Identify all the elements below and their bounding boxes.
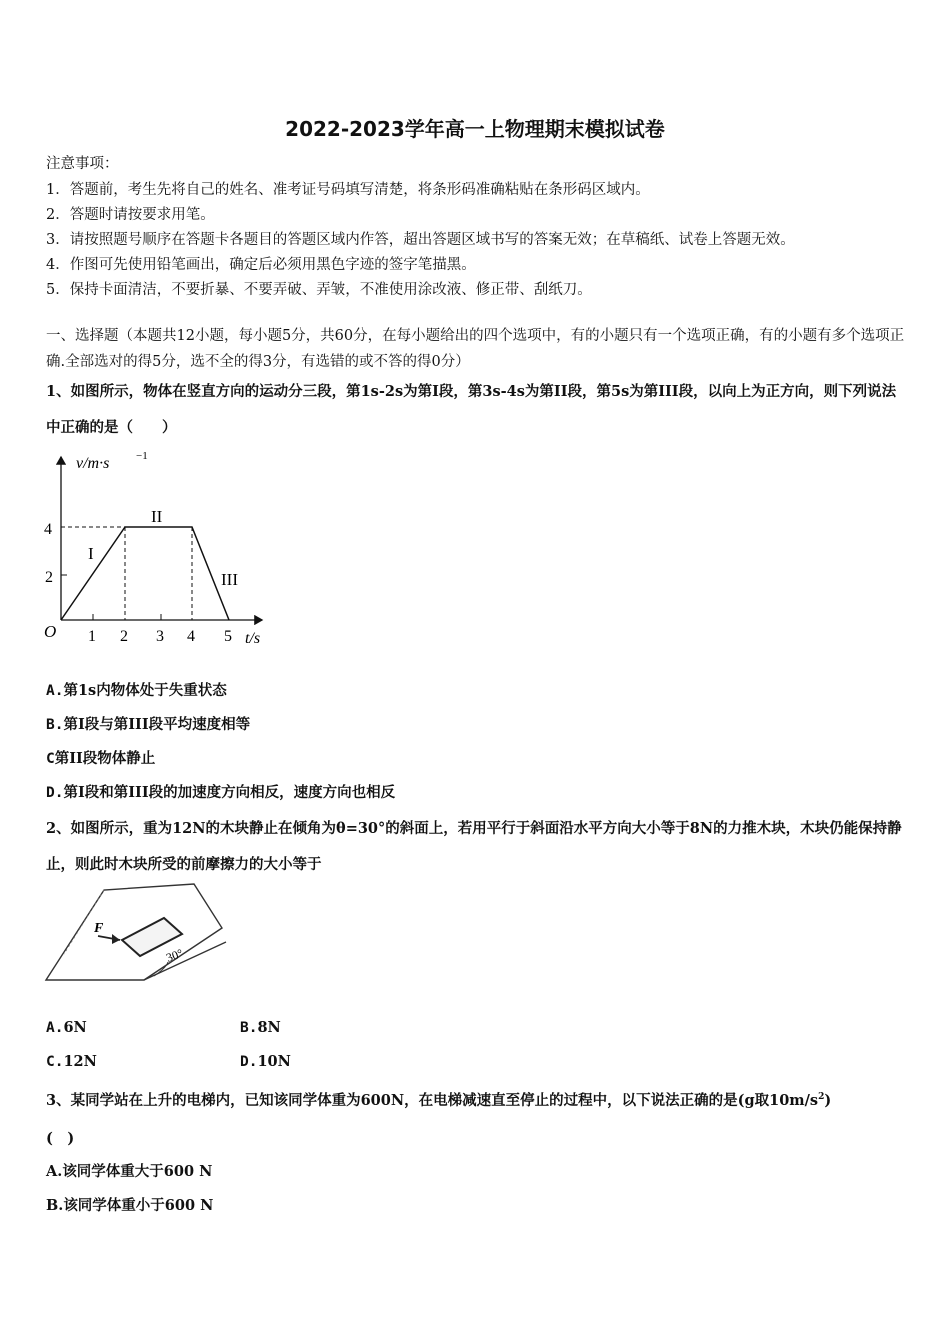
question-3-stem: 3、某同学站在上升的电梯内，已知该同学体重为600N，在电梯减速直至停止的过程中，以下说法正确的是(g取$10m/s^2$) <box>46 1092 832 1109</box>
q2-option-a: A.6N <box>46 1019 87 1036</box>
q2-option-b: B.8N <box>240 1019 281 1036</box>
graph-ylabel-exp: −1 <box>136 450 148 462</box>
incline-plane <box>46 884 222 980</box>
segment-label-II: II <box>151 507 163 526</box>
graph-xtick-4: 4 <box>187 628 195 645</box>
note-item-2: 2．答题时请按要求用笔。 <box>46 207 215 223</box>
section-header: 一、选择题（本题共12小题，每小题5分，共60分，在每小题给出的四个选项中，有的小题只有一个选项正确，有的小题有多个选项正确.全部选对的得5分，选不全的得3分，有选错的或不答的得0分） <box>46 328 905 370</box>
q2-option-c: C.12N <box>46 1053 97 1070</box>
notes-heading: 注意事项： <box>46 156 119 172</box>
segment-label-III: III <box>221 570 238 589</box>
question-2-stem: 2、如图所示，重为12N的木块静止在倾角为θ=30°的斜面上，若用平行于斜面沿水平方向大小等于8N的力推木块，木块仍能保持静止，则此时木块所受的前摩擦力的大小等于 <box>46 820 902 873</box>
graph-xtick-5: 5 <box>224 628 232 645</box>
q1-option-c: C第II段物体静止 <box>46 750 156 767</box>
graph-xtick-2: 2 <box>120 628 128 645</box>
q1-option-d: D.第I段和第III段的加速度方向相反，速度方向也相反 <box>46 784 396 801</box>
question-3-blank: ( ) <box>46 1130 75 1147</box>
graph-ytick-4: 4 <box>44 521 52 538</box>
q3-option-b: B.该同学体重小于600 N <box>46 1197 214 1214</box>
q1-option-a: A.第1s内物体处于失重状态 <box>46 682 227 699</box>
note-item-3: 3．请按照题号顺序在答题卡各题目的答题区域内作答，超出答题区域书写的答案无效；在草稿纸、试卷上答题无效。 <box>46 232 795 248</box>
vt-curve <box>61 527 229 620</box>
force-label: F <box>94 921 104 936</box>
segment-label-I: I <box>88 544 94 563</box>
q2-option-d: D.10N <box>240 1053 291 1070</box>
page-title: 2022-2023学年高一上物理期末模拟试卷 <box>285 117 665 141</box>
velocity-time-graph <box>40 445 280 655</box>
incline-figure <box>44 880 229 985</box>
graph-xtick-3: 3 <box>156 628 164 645</box>
graph-xlabel: t/s <box>245 630 261 647</box>
q3-option-a: A.该同学体重大于600 N <box>46 1163 213 1180</box>
graph-ylabel: v/m·s <box>76 455 110 472</box>
note-item-1: 1．答题前，考生先将自己的姓名、准考证号码填写清楚，将条形码准确粘贴在条形码区域内。 <box>46 182 650 198</box>
note-item-5: 5．保持卡面清洁，不要折暴、不要弄破、弄皱，不准使用涂改液、修正带、刮纸刀。 <box>46 282 592 298</box>
q1-option-b: B.第I段与第III段平均速度相等 <box>46 716 251 733</box>
note-item-4: 4．作图可先使用铅笔画出，确定后必须用黑色字迹的签字笔描黑。 <box>46 257 476 273</box>
angle-label: 30° <box>164 945 185 965</box>
graph-xtick-1: 1 <box>88 628 96 645</box>
graph-origin: O <box>44 622 57 641</box>
graph-ytick-2: 2 <box>45 569 53 586</box>
question-1-stem: 1、如图所示，物体在竖直方向的运动分三段，第1s-2s为第I段，第3s-4s为第II段，第5s为第III段，以向上为正方向，则下列说法中正确的是（ ） <box>46 383 897 436</box>
